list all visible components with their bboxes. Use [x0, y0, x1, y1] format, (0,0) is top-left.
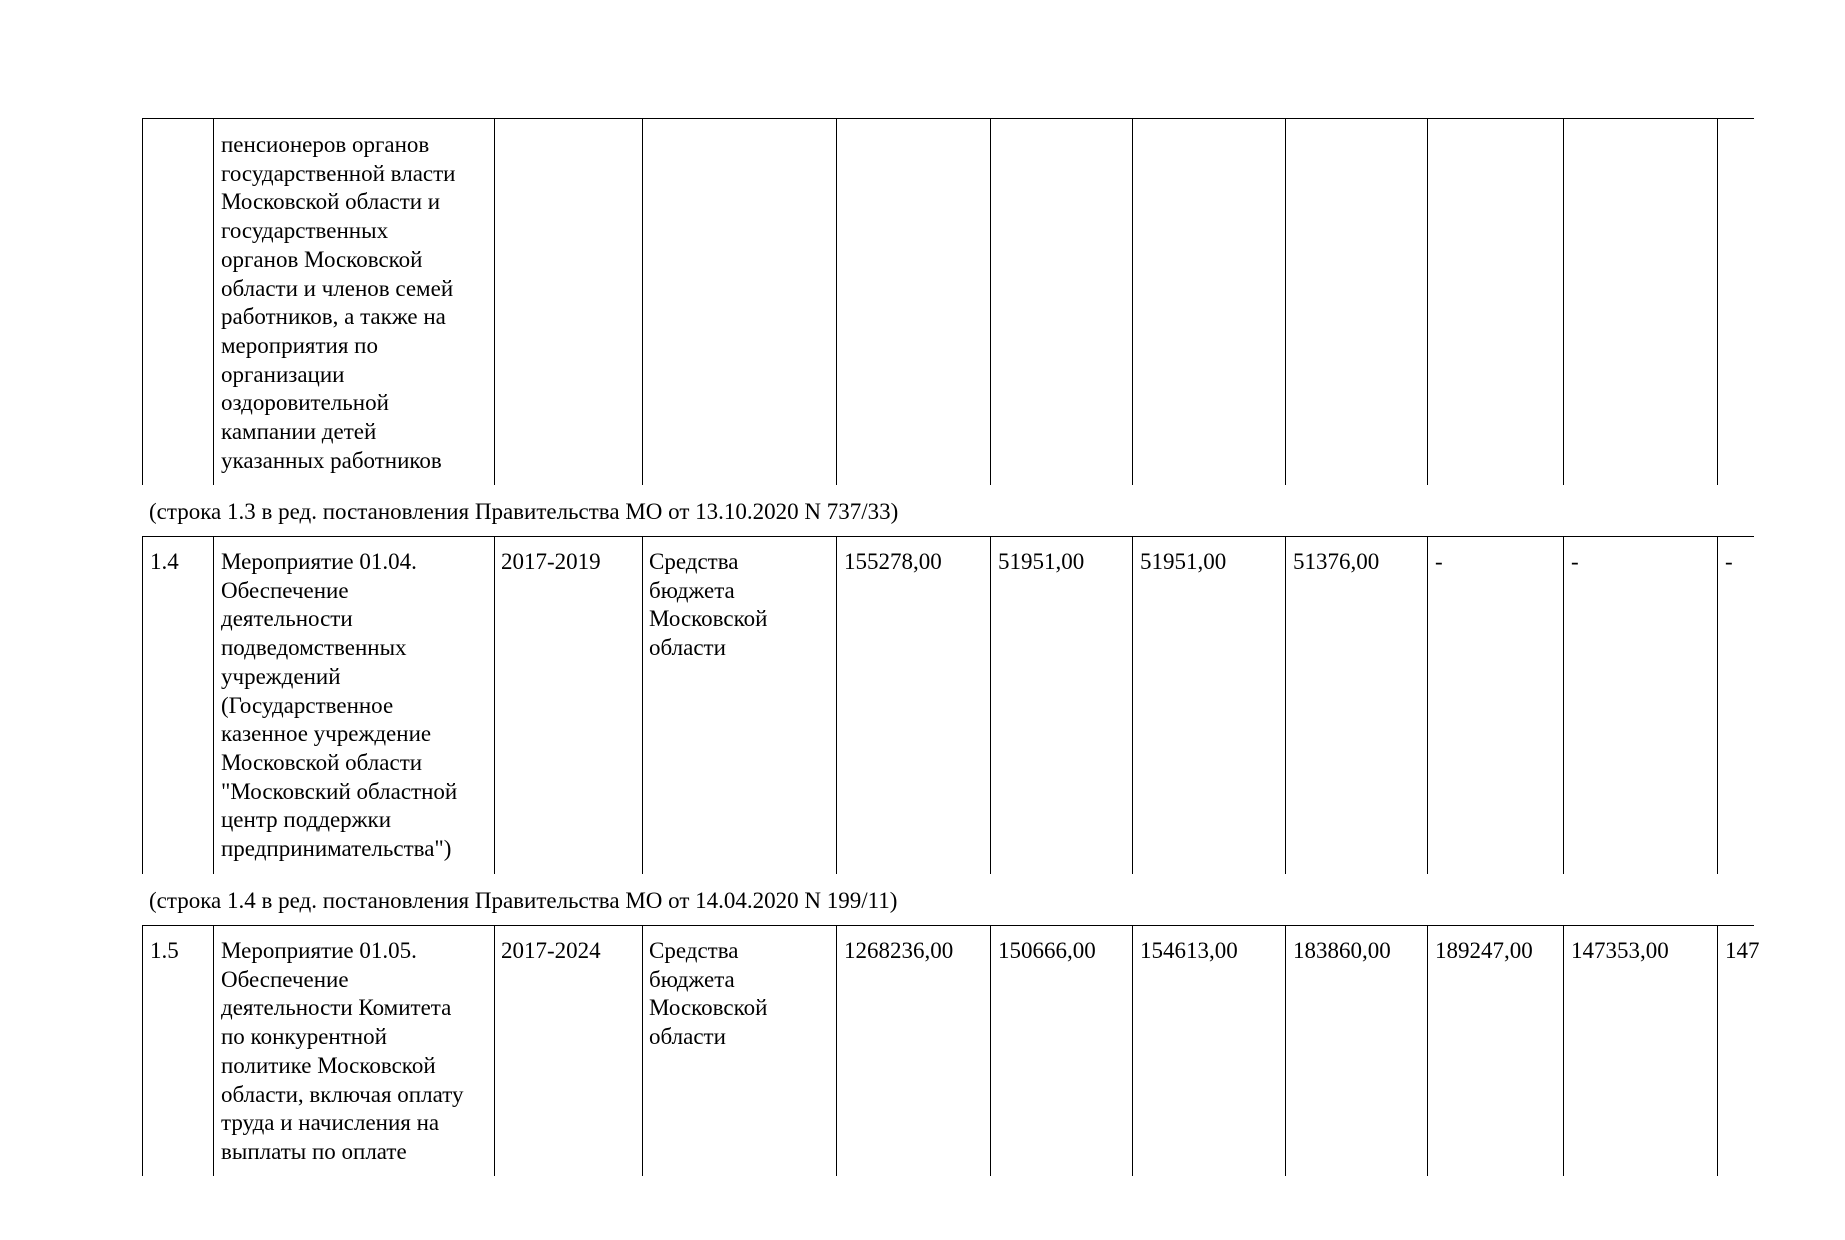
table-top-border	[142, 118, 1754, 119]
col-border	[1132, 118, 1133, 485]
col-border	[990, 925, 991, 1176]
col-border	[213, 925, 214, 1176]
row-1-5-period-cell: 2017-2024	[501, 938, 601, 963]
col-border	[1285, 118, 1286, 485]
col-border	[836, 925, 837, 1176]
row-1-4-top-border	[142, 536, 1754, 537]
col-border	[642, 536, 643, 874]
col-border	[642, 118, 643, 485]
col-border	[1563, 118, 1564, 485]
col-border	[1285, 925, 1286, 1176]
row-1-5-value-total: 1268236,00	[844, 938, 954, 963]
row-1-4-value-2019: 51376,00	[1293, 549, 1380, 574]
row-1-4-period-cell: 2017-2019	[501, 549, 601, 574]
row-1-4-name-cell: Мероприятие 01.04. Обеспечение деятельности подведомственных учреждений (Государственное казенное учреждение Московской области "Московский областной центр поддержки предпринимательства")	[221, 549, 458, 862]
right-edge-clip	[1718, 0, 1760, 1240]
row-1-3-amendment-note: (строка 1.3 в ред. постановления Правительства МО от 13.10.2020 N 737/33)	[149, 499, 899, 524]
row-1-4-value-2020: -	[1435, 549, 1443, 574]
row-1-5-top-border	[142, 925, 1754, 926]
row-1-4-value-2022: -	[1725, 549, 1733, 574]
row-1-4-value-2017: 51951,00	[998, 549, 1085, 574]
row-1-5-value-2020: 189247,00	[1435, 938, 1533, 963]
col-border	[213, 118, 214, 485]
row-1-3-name-cell: пенсионеров органов государственной власти Московской области и государственных органов Московской области и членов семей работников, а также на мероприятия по организации оздоровительной кампании детей указанных работников	[221, 132, 456, 473]
row-1-5-value-2019: 183860,00	[1293, 938, 1391, 963]
row-1-4-value-total: 155278,00	[844, 549, 942, 574]
row-1-4-source-cell: Средства бюджета Московской области	[649, 549, 768, 661]
col-border	[990, 536, 991, 874]
col-border	[990, 118, 991, 485]
col-border	[1132, 925, 1133, 1176]
col-border	[1132, 536, 1133, 874]
row-1-4-value-2018: 51951,00	[1140, 549, 1227, 574]
row-1-5-value-2018: 154613,00	[1140, 938, 1238, 963]
row-1-5-number-cell: 1.5	[150, 938, 179, 963]
col-border	[213, 536, 214, 874]
row-1-5-name-cell: Мероприятие 01.05. Обеспечение деятельности Комитета по конкурентной политике Московской области, включая оплату труда и начисления на выплаты по оплате	[221, 938, 464, 1164]
row-1-5-value-2017: 150666,00	[998, 938, 1096, 963]
col-border	[642, 925, 643, 1176]
col-border	[142, 118, 143, 485]
col-border	[836, 536, 837, 874]
col-border	[494, 536, 495, 874]
col-border	[836, 118, 837, 485]
row-1-4-number-cell: 1.4	[150, 549, 179, 574]
col-border	[494, 118, 495, 485]
col-border	[1427, 925, 1428, 1176]
row-1-4-value-2021: -	[1571, 549, 1579, 574]
col-border	[1563, 925, 1564, 1176]
col-border	[1563, 536, 1564, 874]
col-border	[142, 925, 143, 1176]
row-1-4-amendment-note: (строка 1.4 в ред. постановления Правительства МО от 14.04.2020 N 199/11)	[149, 888, 898, 913]
col-border	[142, 536, 143, 874]
row-1-5-value-2021: 147353,00	[1571, 938, 1669, 963]
col-border	[1427, 536, 1428, 874]
row-1-5-value-2022: 147	[1725, 938, 1760, 963]
col-border	[494, 925, 495, 1176]
col-border	[1427, 118, 1428, 485]
col-border	[1285, 536, 1286, 874]
row-1-5-source-cell: Средства бюджета Московской области	[649, 938, 768, 1050]
